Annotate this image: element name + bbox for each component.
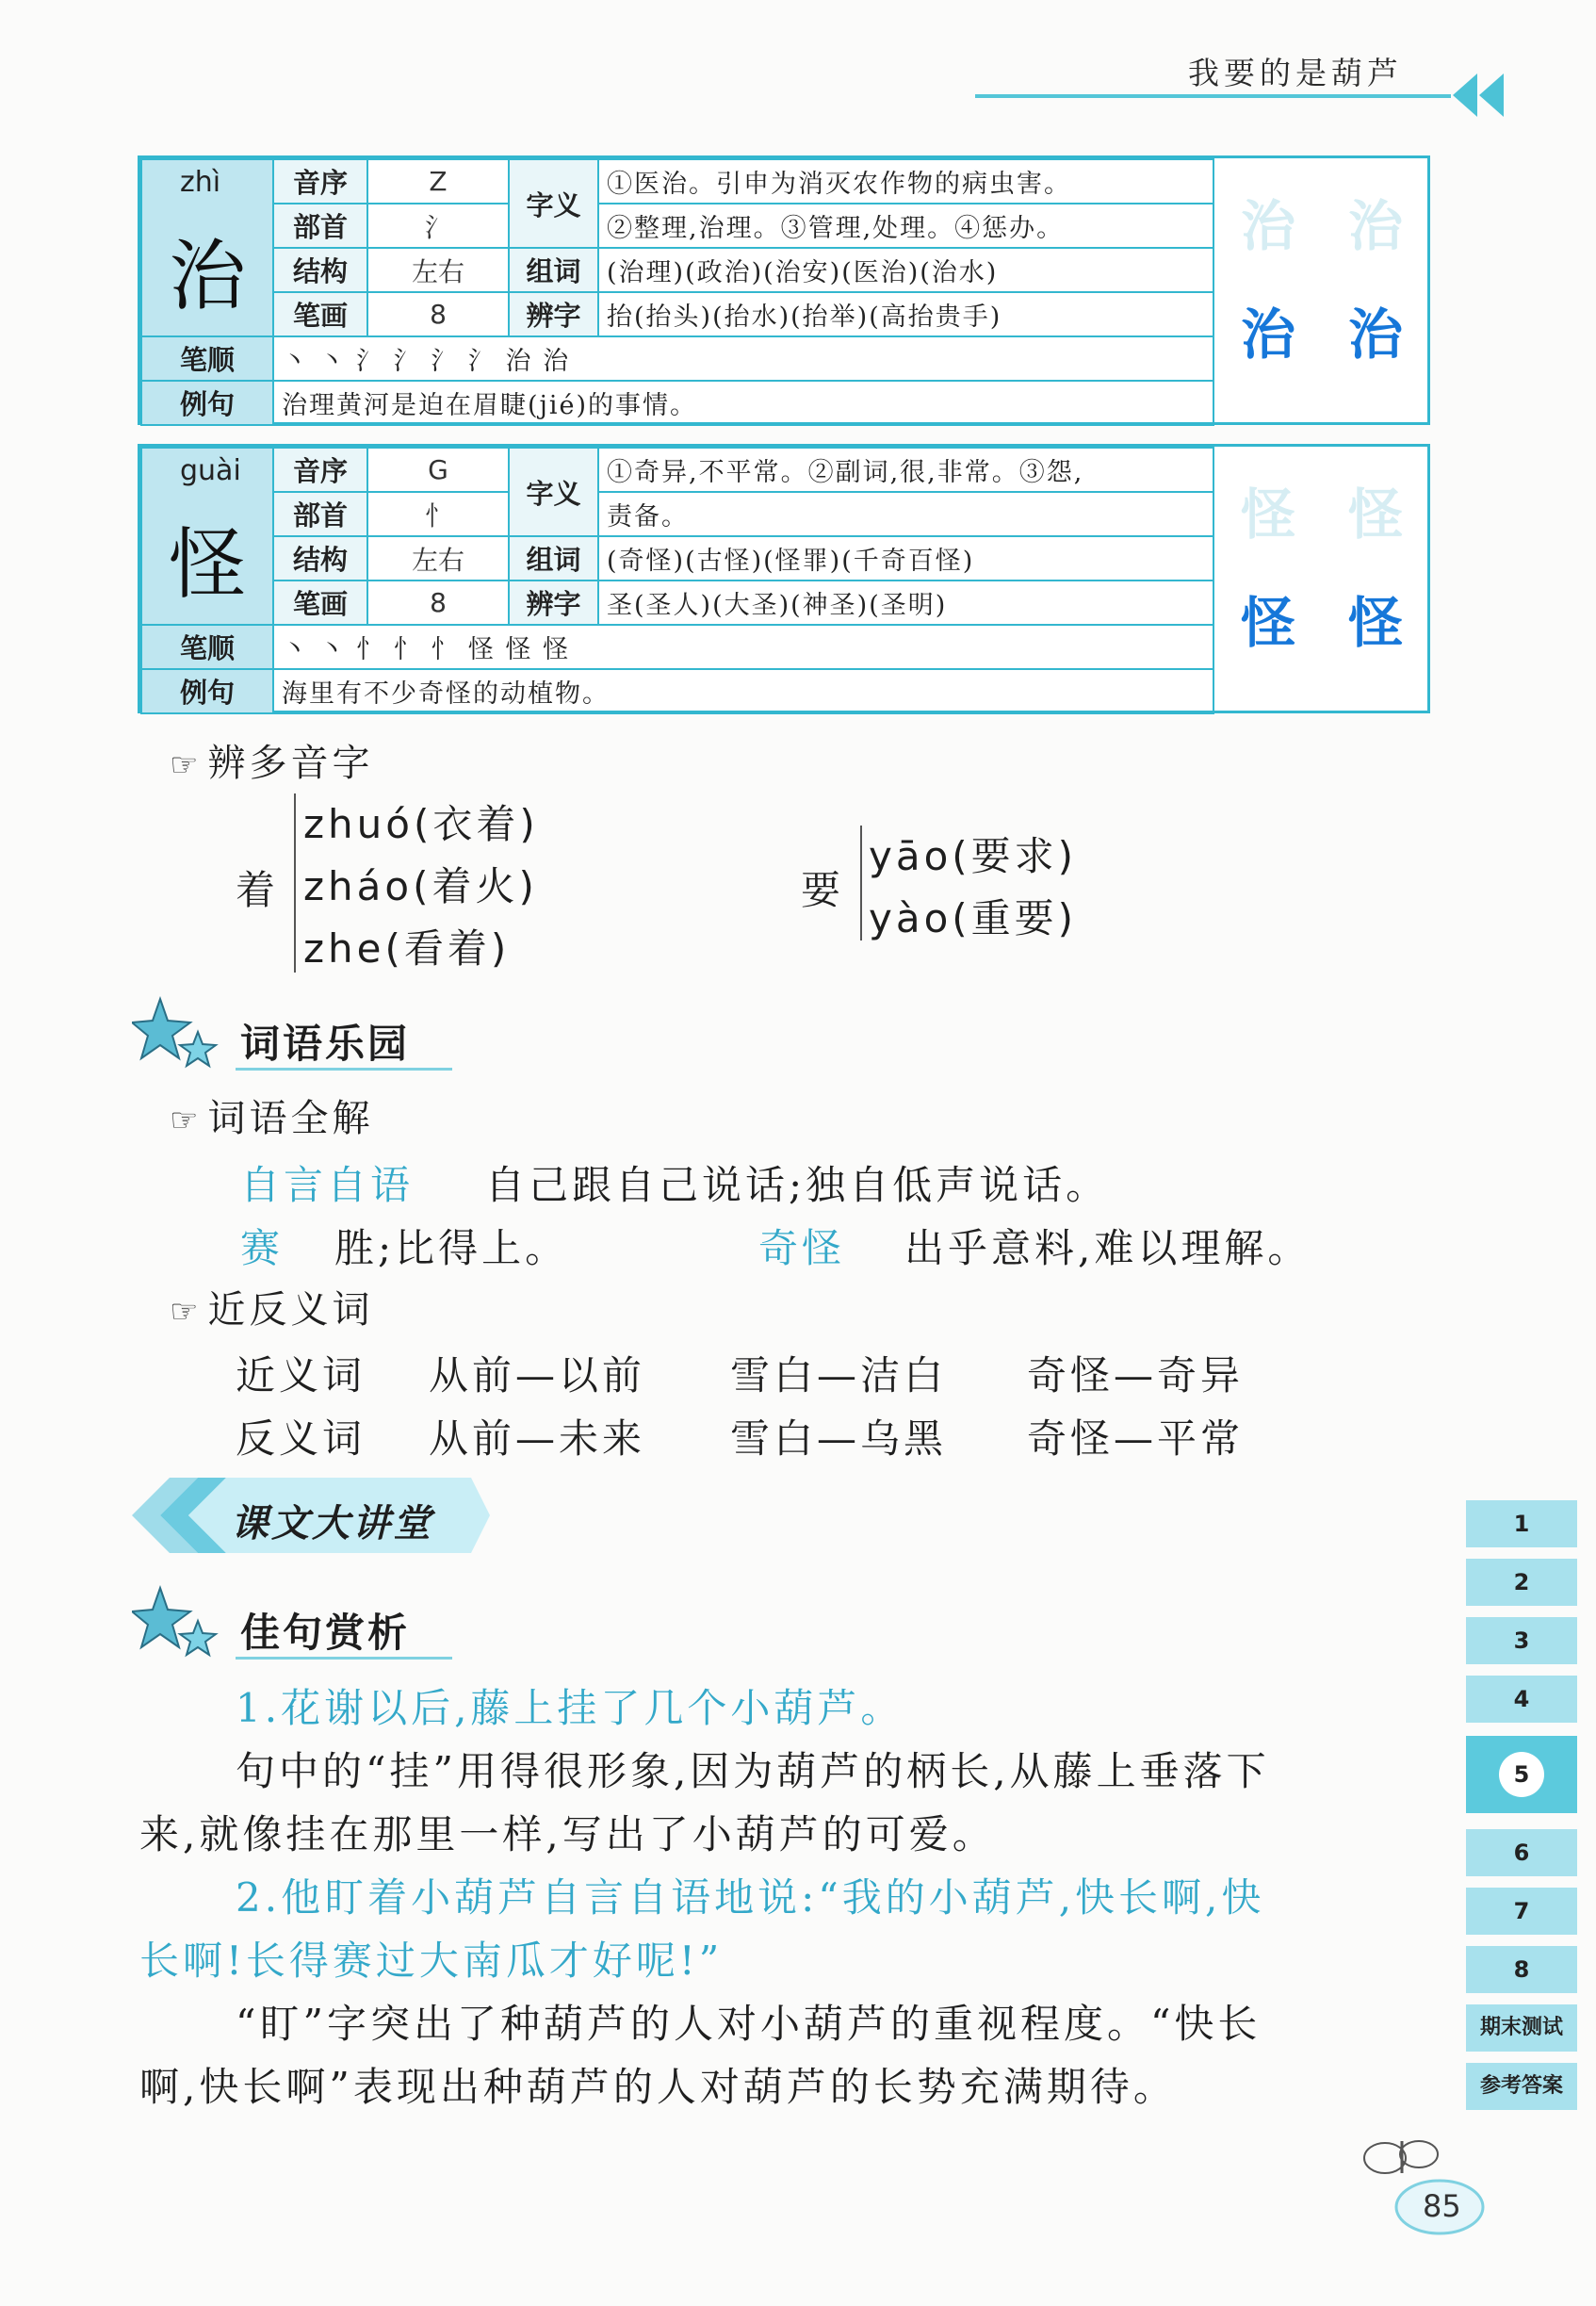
side-tab-6[interactable]: 6 [1466,1829,1577,1876]
reading: yào(重要) [869,895,1078,941]
distinguish-list: 抬(抬头)(抬水)(抬举)(高抬贵手) [598,292,1213,336]
label-distinguish: 辨字 [509,581,598,625]
side-tab-7[interactable]: 7 [1466,1888,1577,1935]
reading: zhuó(衣着) [303,801,539,847]
analysis-2-line-1: “盯”字突出了种葫芦的人对小葫芦的重视程度。“快长 [236,2001,1262,2047]
definition: 自己跟自己说话;独自低声说话。 [485,1162,1110,1208]
label-structure: 结构 [273,536,367,581]
antonym-pair: 奇怪—平常 [1027,1415,1245,1462]
value-strokes: 8 [367,292,509,336]
label-radical: 部首 [273,492,367,536]
label-words: 组词 [509,536,598,581]
reading: zháo(着火) [303,863,538,909]
words-list: (奇怪)(古怪)(怪罪)(千奇百怪) [598,536,1213,581]
label-structure: 结构 [273,248,367,292]
section-title-word-park: 词语乐园 [240,1021,411,1067]
value-structure: 左右 [367,248,509,292]
reading: zhe(看着) [303,925,511,972]
label-meaning: 字义 [509,448,598,536]
big-character: 怪 [141,492,273,625]
example-sentence: 治理黄河是迫在眉睫(jié)的事情。 [273,381,1213,425]
practice-grid [1214,158,1430,422]
page-number: 85 [1423,2188,1461,2224]
pinyin: guài [141,448,273,492]
value-order: Z [367,159,509,204]
quote-sentence-1: 1.花谢以后,藤上挂了几个小葫芦。 [236,1685,904,1731]
title-underline [236,1657,452,1660]
meaning-line-2: 责备。 [598,492,1213,536]
label-words: 组词 [509,248,598,292]
label-order: 音序 [273,448,367,492]
label-stroke-order: 笔顺 [141,336,273,381]
side-tab-3[interactable]: 3 [1466,1617,1577,1664]
value-structure: 左右 [367,536,509,581]
quote-sentence-2-line-2: 长啊!长得赛过大南瓜才好呢!” [139,1938,724,1984]
lecture-banner-title: 课文大讲堂 [231,1502,433,1546]
label-stroke-order: 笔顺 [141,625,273,669]
polyphone-heading-text: 辨多音字 [207,742,374,785]
term: 赛 [240,1225,285,1271]
meaning-line-1: ①医治。引申为消灭农作物的病虫害。 [598,159,1213,204]
meaning-line-1: ①奇异,不平常。②副词,很,非常。③怨, [598,448,1213,492]
side-tab-5[interactable] [1466,1736,1577,1813]
syn-ant-heading [170,1280,373,1333]
syn-ant-heading-text: 近反义词 [207,1288,374,1332]
stroke-order: 丶 丶 忄 忄 忄 怪 怪 怪 [273,625,1213,669]
polyphone-heading [170,733,373,787]
side-tab-8[interactable]: 8 [1466,1946,1577,1993]
distinguish-list: 圣(圣人)(大圣)(神圣)(圣明) [598,581,1213,625]
term: 自言自语 [240,1162,415,1208]
label-radical: 部首 [273,204,367,248]
word-explain-heading [170,1088,373,1142]
stars-icon [132,1583,226,1659]
brace [294,793,296,973]
meaning-line-2: ②整理,治理。③管理,处理。④惩办。 [598,204,1213,248]
big-character: 治 [141,204,273,336]
practice-char: 怪 [1347,591,1403,655]
side-tab-1[interactable]: 1 [1466,1500,1577,1547]
pointing-hand-icon: ☞ [170,746,203,784]
reading: yāo(要求) [869,833,1078,879]
synonym-pair: 从前—以前 [429,1352,646,1398]
value-strokes: 8 [367,581,509,625]
value-radical: 忄 [367,492,509,536]
polyphone-char-1: 着 [236,867,280,913]
analysis-1-line-2: 来,就像挂在那里一样,写出了小葫芦的可爱。 [139,1811,996,1857]
side-tab-answers[interactable]: 参考答案 [1466,2063,1577,2110]
side-tab-final-test[interactable]: 期末测试 [1466,2004,1577,2052]
synonym-label: 近义词 [236,1352,366,1398]
page-header-title: 我要的是葫芦 [1188,55,1403,91]
practice-char: 治 [1347,303,1403,367]
synonym-pair: 雪白—洁白 [730,1352,948,1398]
analysis-2-line-2: 啊,快长啊”表现出种葫芦的人对葫芦的长势充满期待。 [139,2064,1177,2110]
term: 奇怪 [758,1225,846,1271]
stroke-order: 丶 丶 氵 氵 氵 氵 治 治 [273,336,1213,381]
polyphone-char-2: 要 [801,867,845,913]
quote-sentence-2-line-1: 2.他盯着小葫芦自言自语地说:“我的小葫芦,快长啊,快 [236,1874,1265,1921]
practice-trace: 治 [1240,194,1295,258]
header-rule [975,94,1451,98]
double-arrow-icon [1451,72,1507,119]
practice-trace: 怪 [1240,482,1295,547]
stars-icon [132,994,226,1070]
side-tab-5-label: 5 [1499,1752,1544,1797]
label-distinguish: 辨字 [509,292,598,336]
label-example: 例句 [141,669,273,713]
title-underline [236,1068,452,1071]
practice-char: 治 [1240,303,1295,367]
side-tab-2[interactable]: 2 [1466,1559,1577,1606]
brace [860,826,862,940]
practice-trace: 怪 [1347,482,1403,547]
antonym-label: 反义词 [236,1415,366,1462]
analysis-1-line-1: 句中的“挂”用得很形象,因为葫芦的柄长,从藤上垂落下 [236,1748,1270,1794]
synonym-pair: 奇怪—奇异 [1027,1352,1245,1398]
definition: 胜;比得上。 [334,1225,569,1271]
example-sentence: 海里有不少奇怪的动植物。 [273,669,1213,713]
definition: 出乎意料,难以理解。 [904,1225,1311,1271]
value-order: G [367,448,509,492]
pointing-hand-icon: ☞ [170,1293,203,1331]
practice-char: 怪 [1240,591,1295,655]
char-card-guai [138,444,1430,713]
antonym-pair: 从前—未来 [429,1415,646,1462]
section-title-sentences: 佳句赏析 [240,1610,411,1656]
word-explain-heading-text: 词语全解 [207,1097,374,1140]
practice-grid [1214,447,1430,711]
label-strokes: 笔画 [273,292,367,336]
label-strokes: 笔画 [273,581,367,625]
side-tab-4[interactable]: 4 [1466,1676,1577,1723]
words-list: (治理)(政治)(治安)(医治)(治水) [598,248,1213,292]
value-radical: 氵 [367,204,509,248]
label-order: 音序 [273,159,367,204]
antonym-pair: 雪白—乌黑 [730,1415,948,1462]
label-meaning: 字义 [509,159,598,248]
practice-trace: 治 [1347,194,1403,258]
pointing-hand-icon: ☞ [170,1102,203,1139]
pinyin: zhì [141,159,273,204]
label-example: 例句 [141,381,273,425]
char-card-zhi [138,155,1430,425]
